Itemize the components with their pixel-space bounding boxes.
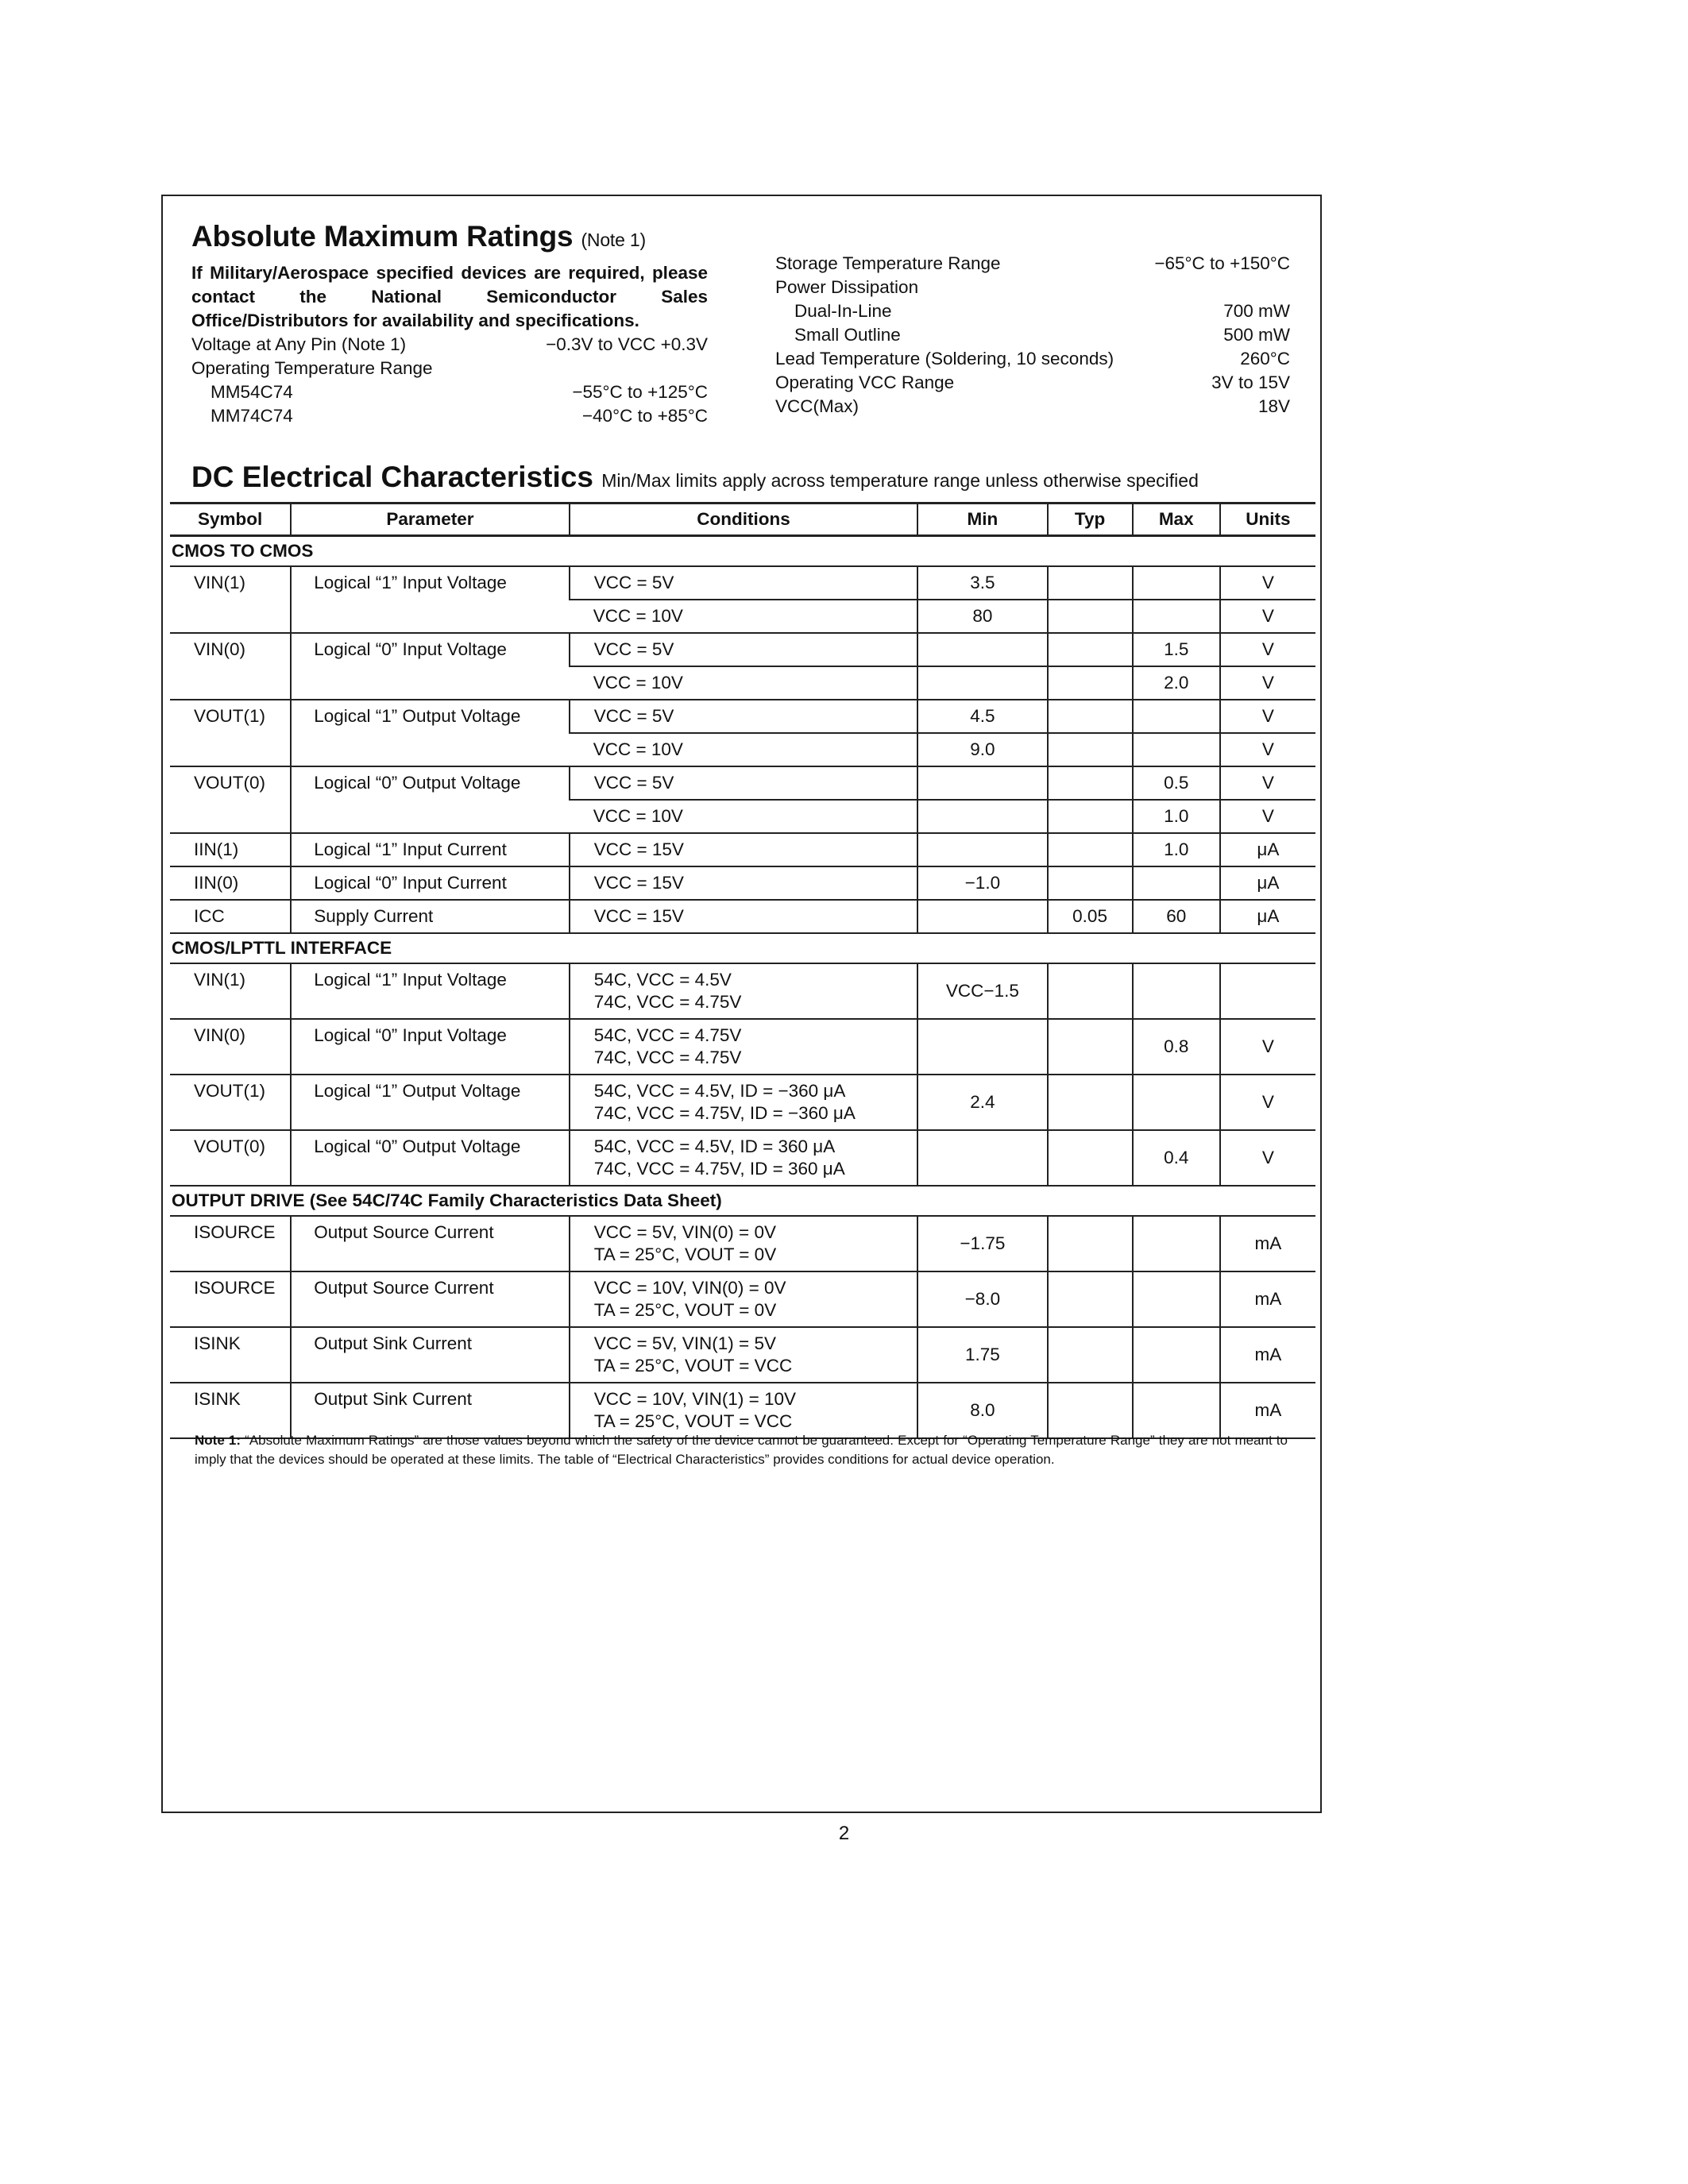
- max-cell: [1133, 600, 1220, 633]
- typ-cell: [1048, 866, 1133, 900]
- condition-line: 74C, VCC = 4.75V, ID = −360 μA: [593, 1103, 856, 1123]
- max-cell: 1.5: [1133, 633, 1220, 666]
- parameter-cell: Logical “1” Input Current: [291, 833, 569, 866]
- vccmax-label: VCC(Max): [775, 396, 859, 416]
- table-row: [170, 700, 1315, 733]
- condition-line: TA = 25°C, VOUT = VCC: [593, 1356, 793, 1376]
- header-min: Min: [917, 504, 1047, 536]
- dc-subtitle: Min/Max limits apply across temperature range unless otherwise specified: [601, 470, 1199, 491]
- opvcc-value: 3V to 15V: [1211, 372, 1290, 392]
- footnote: [195, 1431, 1288, 1469]
- typ-cell: [1048, 666, 1133, 700]
- amr-title-text: Absolute Maximum Ratings: [191, 220, 574, 253]
- dil-row: [775, 299, 1290, 323]
- min-cell: 3.5: [917, 566, 1047, 600]
- max-cell: 1.0: [1133, 833, 1220, 866]
- symbol-cell: ISOURCE: [170, 1271, 291, 1327]
- mm54-value: −55°C to +125°C: [572, 382, 708, 402]
- typ-cell: [1048, 766, 1133, 800]
- parameter-cell: Supply Current: [291, 900, 569, 933]
- section-output-drive: OUTPUT DRIVE (See 54C/74C Family Characteristics Data Sheet): [170, 1186, 1315, 1216]
- dc-title: [191, 461, 1199, 494]
- section-row: [170, 933, 1315, 963]
- condition-line: VCC = 5V, VIN(0) = 0V: [593, 1222, 776, 1242]
- min-cell: 4.5: [917, 700, 1047, 733]
- typ-cell: [1048, 1216, 1133, 1271]
- condition-line: VCC = 5V, VIN(1) = 5V: [593, 1333, 776, 1353]
- symbol-cell: IIN(1): [170, 833, 291, 866]
- min-cell: [917, 1130, 1047, 1186]
- condition-line: TA = 25°C, VOUT = VCC: [593, 1411, 793, 1431]
- units-cell: V: [1220, 700, 1315, 733]
- so-value: 500 mW: [1223, 325, 1290, 345]
- parameter-cell: Output Sink Current: [291, 1383, 569, 1438]
- typ-cell: [1048, 1327, 1133, 1383]
- units-cell: V: [1220, 1019, 1315, 1075]
- amr-left-column: [191, 220, 708, 428]
- absolute-maximum-ratings: [191, 220, 1296, 482]
- section-row: [170, 536, 1315, 567]
- voltage-pin-row: [191, 333, 708, 357]
- parameter-cell: Output Source Current: [291, 1216, 569, 1271]
- table-row: [170, 833, 1315, 866]
- units-cell: mA: [1220, 1327, 1315, 1383]
- footnote-text: “Absolute Maximum Ratings” are those values beyond which the safety of the device cannot be guaranteed. Except for “Operating Temperature Range” they are not meant to imply that the devices should be operated at these limits. The table of “Electrical Characteristics” provides conditions for actual device operation.: [195, 1433, 1288, 1467]
- voltage-pin-value: −0.3V to VCC +0.3V: [546, 334, 708, 354]
- amr-title-note: (Note 1): [581, 230, 646, 250]
- table-row: [170, 1019, 1315, 1075]
- condition-line: TA = 25°C, VOUT = 0V: [593, 1244, 777, 1264]
- parameter-cell: Logical “0” Input Voltage: [291, 633, 569, 700]
- op-temp-label: Operating Temperature Range: [191, 358, 433, 378]
- table-header-row: [170, 504, 1315, 536]
- footnote-label: Note 1:: [195, 1433, 241, 1448]
- max-cell: 2.0: [1133, 666, 1220, 700]
- max-cell: 1.0: [1133, 800, 1220, 833]
- condition-cell: VCC = 10V: [570, 666, 918, 700]
- table-row: [170, 866, 1315, 900]
- voltage-pin-label: Voltage at Any Pin (Note 1): [191, 334, 407, 354]
- typ-cell: [1048, 700, 1133, 733]
- section-cmos-to-cmos: CMOS TO CMOS: [170, 536, 1315, 567]
- units-cell: V: [1220, 800, 1315, 833]
- condition-cell: [570, 1019, 918, 1075]
- max-cell: 0.4: [1133, 1130, 1220, 1186]
- parameter-cell: Logical “1” Input Voltage: [291, 963, 569, 1019]
- symbol-cell: VIN(0): [170, 633, 291, 700]
- units-cell: μA: [1220, 833, 1315, 866]
- units-cell: V: [1220, 1130, 1315, 1186]
- units-cell: μA: [1220, 900, 1315, 933]
- page-frame: [161, 195, 1322, 1813]
- typ-cell: [1048, 633, 1133, 666]
- max-cell: [1133, 1327, 1220, 1383]
- max-cell: [1133, 866, 1220, 900]
- symbol-cell: VOUT(0): [170, 1130, 291, 1186]
- min-cell: 2.4: [917, 1075, 1047, 1130]
- dil-label: Dual-In-Line: [794, 301, 892, 321]
- max-cell: [1133, 700, 1220, 733]
- mm54-row: [191, 380, 708, 404]
- header-max: Max: [1133, 504, 1220, 536]
- typ-cell: [1048, 566, 1133, 600]
- table-row: [170, 1383, 1315, 1438]
- symbol-cell: VOUT(1): [170, 700, 291, 766]
- table-row: [170, 1216, 1315, 1271]
- condition-line: 54C, VCC = 4.75V: [593, 1025, 742, 1045]
- units-cell: V: [1220, 633, 1315, 666]
- dc-table: [170, 502, 1315, 1439]
- amr-title: [191, 220, 708, 253]
- typ-cell: [1048, 1075, 1133, 1130]
- min-cell: 1.75: [917, 1327, 1047, 1383]
- typ-cell: [1048, 733, 1133, 766]
- table-row: [170, 963, 1315, 1019]
- lead-value: 260°C: [1240, 349, 1290, 369]
- table-row: [170, 1075, 1315, 1130]
- lead-row: [775, 347, 1290, 371]
- op-temp-row: [191, 357, 708, 380]
- vccmax-value: 18V: [1257, 396, 1290, 416]
- condition-line: 74C, VCC = 4.75V: [593, 992, 742, 1012]
- units-cell: V: [1220, 1075, 1315, 1130]
- max-cell: [1133, 1271, 1220, 1327]
- condition-line: 54C, VCC = 4.5V: [593, 970, 732, 990]
- units-cell: [1220, 963, 1315, 1019]
- max-cell: [1133, 963, 1220, 1019]
- condition-cell: VCC = 15V: [570, 833, 918, 866]
- units-cell: mA: [1220, 1271, 1315, 1327]
- units-cell: mA: [1220, 1216, 1315, 1271]
- table-row: [170, 1130, 1315, 1186]
- condition-cell: [570, 1383, 918, 1438]
- max-cell: 60: [1133, 900, 1220, 933]
- parameter-cell: Logical “0” Output Voltage: [291, 766, 569, 833]
- condition-line: 54C, VCC = 4.5V, ID = 360 μA: [593, 1136, 836, 1156]
- condition-cell: [570, 1327, 918, 1383]
- table-row: [170, 633, 1315, 666]
- dil-value: 700 mW: [1223, 301, 1290, 321]
- symbol-cell: ISINK: [170, 1327, 291, 1383]
- storage-row: [775, 252, 1290, 276]
- parameter-cell: Logical “0” Input Current: [291, 866, 569, 900]
- typ-cell: [1048, 1383, 1133, 1438]
- power-label: Power Dissipation: [775, 277, 919, 297]
- header-symbol: Symbol: [170, 504, 291, 536]
- section-cmos-lpttl: CMOS/LPTTL INTERFACE: [170, 933, 1315, 963]
- condition-cell: VCC = 5V: [570, 700, 918, 733]
- mm74-row: [191, 404, 708, 428]
- symbol-cell: VOUT(0): [170, 766, 291, 833]
- table-row: [170, 566, 1315, 600]
- power-row: [775, 276, 1290, 299]
- symbol-cell: VIN(0): [170, 1019, 291, 1075]
- mm54-label: MM54C74: [211, 382, 293, 402]
- min-cell: [917, 766, 1047, 800]
- units-cell: V: [1220, 600, 1315, 633]
- parameter-cell: Output Source Current: [291, 1271, 569, 1327]
- typ-cell: 0.05: [1048, 900, 1133, 933]
- min-cell: −1.75: [917, 1216, 1047, 1271]
- so-row: [775, 323, 1290, 347]
- typ-cell: [1048, 963, 1133, 1019]
- parameter-cell: Logical “0” Output Voltage: [291, 1130, 569, 1186]
- condition-line: VCC = 10V, VIN(1) = 10V: [593, 1389, 796, 1409]
- condition-cell: VCC = 15V: [570, 900, 918, 933]
- max-cell: [1133, 1383, 1220, 1438]
- table-row: [170, 1271, 1315, 1327]
- header-conditions: Conditions: [570, 504, 918, 536]
- min-cell: 8.0: [917, 1383, 1047, 1438]
- condition-line: VCC = 10V, VIN(0) = 0V: [593, 1278, 786, 1298]
- symbol-cell: ISINK: [170, 1383, 291, 1438]
- condition-cell: [570, 1216, 918, 1271]
- condition-cell: VCC = 15V: [570, 866, 918, 900]
- condition-cell: [570, 1271, 918, 1327]
- storage-value: −65°C to +150°C: [1154, 253, 1290, 273]
- condition-cell: VCC = 5V: [570, 566, 918, 600]
- storage-label: Storage Temperature Range: [775, 253, 1001, 273]
- symbol-cell: VIN(1): [170, 566, 291, 633]
- lead-label: Lead Temperature (Soldering, 10 seconds): [775, 349, 1114, 369]
- typ-cell: [1048, 1019, 1133, 1075]
- min-cell: −1.0: [917, 866, 1047, 900]
- vccmax-row: [775, 395, 1290, 419]
- units-cell: V: [1220, 566, 1315, 600]
- max-cell: 0.8: [1133, 1019, 1220, 1075]
- min-cell: VCC−1.5: [917, 963, 1047, 1019]
- symbol-cell: ISOURCE: [170, 1216, 291, 1271]
- header-typ: Typ: [1048, 504, 1133, 536]
- symbol-cell: ICC: [170, 900, 291, 933]
- symbol-cell: IIN(0): [170, 866, 291, 900]
- units-cell: V: [1220, 766, 1315, 800]
- min-cell: [917, 833, 1047, 866]
- parameter-cell: Logical “1” Output Voltage: [291, 1075, 569, 1130]
- units-cell: V: [1220, 733, 1315, 766]
- min-cell: [917, 1019, 1047, 1075]
- so-label: Small Outline: [794, 325, 901, 345]
- max-cell: [1133, 733, 1220, 766]
- min-cell: [917, 633, 1047, 666]
- table-row: [170, 766, 1315, 800]
- parameter-cell: Output Sink Current: [291, 1327, 569, 1383]
- opvcc-label: Operating VCC Range: [775, 372, 955, 392]
- condition-line: TA = 25°C, VOUT = 0V: [593, 1300, 777, 1320]
- section-row: [170, 1186, 1315, 1216]
- condition-line: 74C, VCC = 4.75V: [593, 1048, 742, 1067]
- max-cell: [1133, 1216, 1220, 1271]
- header-parameter: Parameter: [291, 504, 569, 536]
- min-cell: [917, 800, 1047, 833]
- min-cell: [917, 900, 1047, 933]
- page-number: 2: [838, 1823, 850, 1844]
- parameter-cell: Logical “0” Input Voltage: [291, 1019, 569, 1075]
- condition-cell: [570, 1130, 918, 1186]
- min-cell: 9.0: [917, 733, 1047, 766]
- condition-cell: VCC = 10V: [570, 600, 918, 633]
- typ-cell: [1048, 833, 1133, 866]
- min-cell: 80: [917, 600, 1047, 633]
- amr-right-column: [775, 252, 1290, 419]
- typ-cell: [1048, 600, 1133, 633]
- max-cell: 0.5: [1133, 766, 1220, 800]
- parameter-cell: Logical “1” Output Voltage: [291, 700, 569, 766]
- typ-cell: [1048, 800, 1133, 833]
- dc-title-text: DC Electrical Characteristics: [191, 461, 593, 493]
- max-cell: [1133, 1075, 1220, 1130]
- table-row: [170, 900, 1315, 933]
- min-cell: −8.0: [917, 1271, 1047, 1327]
- header-units: Units: [1220, 504, 1315, 536]
- parameter-cell: Logical “1” Input Voltage: [291, 566, 569, 633]
- typ-cell: [1048, 1271, 1133, 1327]
- mm74-label: MM74C74: [211, 406, 293, 426]
- min-cell: [917, 666, 1047, 700]
- condition-cell: VCC = 10V: [570, 733, 918, 766]
- condition-cell: VCC = 5V: [570, 766, 918, 800]
- condition-line: 54C, VCC = 4.5V, ID = −360 μA: [593, 1081, 846, 1101]
- condition-cell: VCC = 10V: [570, 800, 918, 833]
- units-cell: μA: [1220, 866, 1315, 900]
- symbol-cell: VOUT(1): [170, 1075, 291, 1130]
- mm74-value: −40°C to +85°C: [581, 406, 708, 426]
- symbol-cell: VIN(1): [170, 963, 291, 1019]
- opvcc-row: [775, 371, 1290, 395]
- table-row: [170, 1327, 1315, 1383]
- condition-cell: [570, 963, 918, 1019]
- units-cell: V: [1220, 666, 1315, 700]
- condition-cell: VCC = 5V: [570, 633, 918, 666]
- units-cell: mA: [1220, 1383, 1315, 1438]
- condition-cell: [570, 1075, 918, 1130]
- typ-cell: [1048, 1130, 1133, 1186]
- max-cell: [1133, 566, 1220, 600]
- condition-line: 74C, VCC = 4.75V, ID = 360 μA: [593, 1159, 845, 1179]
- military-text: If Military/Aerospace specified devices are required, please contact the National Semiconductor Sales Office/Distributors for availability and specifications.: [191, 263, 708, 330]
